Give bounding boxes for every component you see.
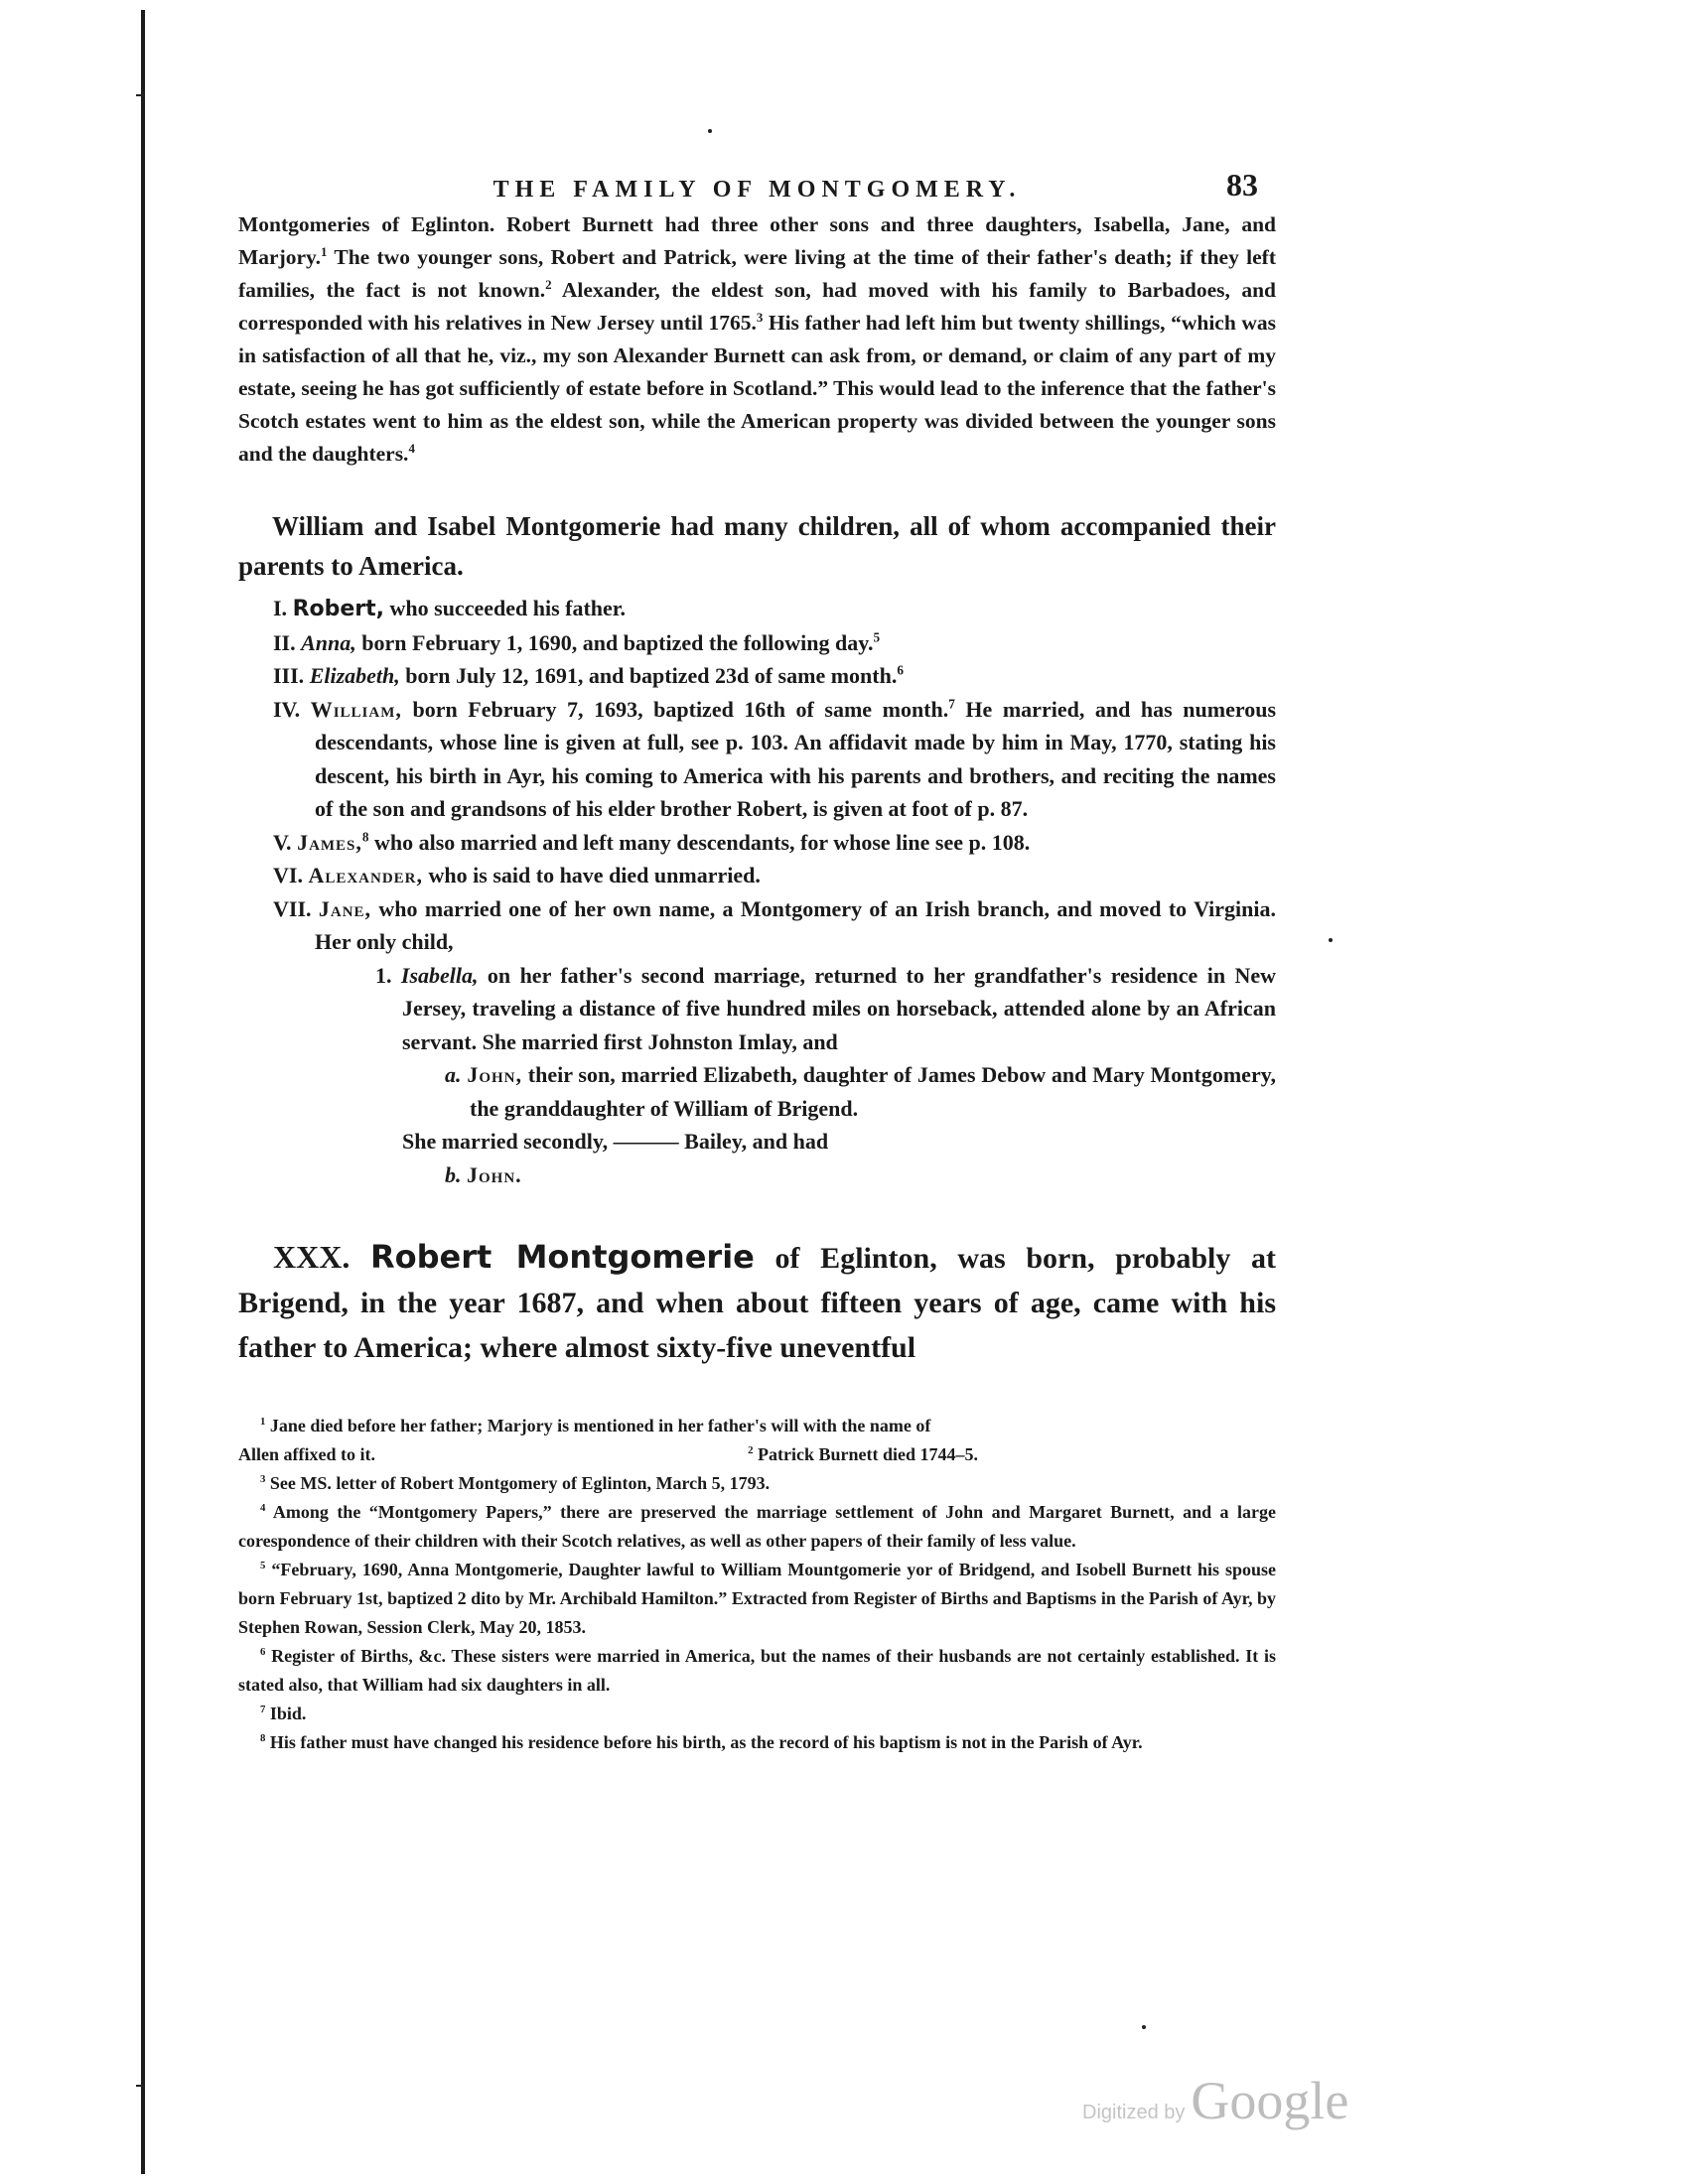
child-name: John.	[467, 1161, 522, 1187]
child-text: who is said to have died unmarried.	[423, 863, 761, 887]
child-name: John,	[467, 1062, 522, 1087]
footnote-ref: 1	[320, 244, 328, 259]
section-name: Robert Montgomerie	[369, 1238, 755, 1276]
item-numeral: III.	[273, 663, 305, 688]
child-text: on her father's second marriage, returned to her grandfather's residence in New Jersey, traveling a distance of five hundred miles on horseback, attended alone by an African servant. She married first Johnston Imlay, and	[402, 962, 1276, 1054]
footnote-ref: 6	[897, 662, 904, 678]
footnote-text: Register of Births, &c. These sisters were married in America, but the names of their husbands are not certainly established. It is stated also, that William had six daughters in all.	[238, 1646, 1276, 1695]
footnote	[748, 1440, 1127, 1469]
footnote	[238, 1469, 1276, 1498]
child-text: who also married and left many descendants, for whose line see p. 108.	[368, 829, 1031, 855]
great-grandchild-item	[238, 1159, 1276, 1192]
print-speck	[708, 129, 712, 133]
child-item	[238, 626, 1276, 660]
footnote-number: 8	[260, 1732, 266, 1744]
footnote	[238, 1642, 1276, 1700]
footnote-ref: 2	[545, 277, 552, 292]
footnote-text: “February, 1690, Anna Montgomerie, Daughter lawful to William Mountgomerie yor of Bridgend, and Isobell Burnett his spouse born February 1st, baptized 2 dito by Mr. Archibald Hamilton.” Extracted from Register of Births and Baptisms in the Parish of Ayr, by Stephen Rowan, Session Clerk, May 20, 1853.	[238, 1560, 1276, 1637]
child-item	[238, 592, 1276, 626]
item-numeral: 1.	[375, 962, 392, 988]
grandchildren-list	[238, 959, 1276, 1059]
footnote-text: Ibid.	[265, 1704, 307, 1723]
footnote-text: His father must have changed his residence before his birth, as the record of his baptism is not in the Parish of Ayr.	[265, 1732, 1143, 1752]
footnote-line	[238, 1440, 1276, 1469]
binding-edge	[141, 10, 145, 2174]
google-logo: Google	[1191, 2071, 1349, 2130]
child-name: Alexander,	[308, 863, 424, 887]
child-text: He married, and has numerous descendants, whose line is given at full, see p. 103. An affidavit made by him in May, 1770, stating his descent, his birth in Ayr, his coming to America with his parents and brothers, and reciting the names of the son and grandsons of his elder brother Robert, is given at foot of p. 87.	[315, 696, 1277, 821]
section-heading-paragraph	[238, 1235, 1276, 1370]
print-speck	[1329, 938, 1333, 942]
text-run: His father had left him but twenty shillings, “which was in satisfaction of all that he, viz., my son Alexander Burnett can ask from, or demand, or claim of any part of my estate, seeing he has got sufficiently of estate before in Scotland.” This would lead to the inference that the father's Scotch estates went to him as the eldest son, while the American property was divided between the younger sons and the daughters.	[238, 311, 1276, 466]
footnote	[238, 1498, 1276, 1556]
child-text: born February 7, 1693, baptized 16th of same month.	[401, 696, 949, 722]
footnote-text: Among the “Montgomery Papers,” there are preserved the marriage settlement of John and Margaret Burnett, and a large corespondence of their children with their Scotch relatives, as well as other papers of their family of less value.	[238, 1502, 1276, 1551]
footnote	[238, 1700, 1276, 1728]
watermark-label: Digitized by	[1082, 2102, 1186, 2123]
footnote-ref: 5	[873, 629, 881, 645]
text-run: Montgomeries of Eglinton. Robert Burnett had three other sons and three daughters, Isabella, Jane, and Marjory.	[238, 212, 1276, 269]
child-item	[238, 826, 1276, 860]
child-text: who succeeded his father.	[384, 596, 627, 620]
footnote	[238, 1728, 1276, 1757]
child-name: Isabella,	[400, 962, 479, 988]
child-name: Anna,	[301, 629, 356, 655]
running-head	[238, 159, 1276, 208]
footnote	[238, 1412, 1276, 1440]
item-numeral: IV.	[273, 696, 301, 722]
footnote-number: 2	[748, 1444, 754, 1456]
footnote-number: 6	[260, 1646, 266, 1658]
item-numeral: II.	[273, 629, 296, 655]
digitized-watermark	[1082, 2070, 1348, 2131]
great-grandchildren-list	[238, 1058, 1276, 1125]
running-title: THE FAMILY OF MONTGOMERY.	[492, 177, 1022, 203]
child-item	[238, 693, 1276, 826]
item-numeral: V.	[273, 829, 292, 855]
footnote-text: Jane died before her father; Marjory is mentioned in her father's will with the name of	[265, 1416, 931, 1435]
text-run: Alexander, the eldest son, had moved with his family to Barbadoes, and corresponded with his relatives in New Jersey until 1765.	[238, 278, 1276, 335]
item-numeral: VII.	[273, 895, 312, 921]
item-numeral: b.	[445, 1161, 462, 1187]
item-numeral: a.	[445, 1062, 462, 1087]
child-name: Jane,	[318, 895, 372, 921]
section-number: XXX.	[273, 1239, 351, 1275]
binding-mark	[136, 94, 144, 96]
child-name: William,	[310, 696, 402, 722]
item-numeral: I.	[273, 596, 288, 620]
paragraph-burnett	[238, 208, 1276, 471]
children-list	[238, 592, 1276, 959]
footnote-ref: 4	[408, 441, 415, 456]
great-grandchild-item	[238, 1058, 1276, 1125]
child-text: their son, married Elizabeth, daughter of James Debow and Mary Montgomery, the granddaughter of William of Brigend.	[470, 1062, 1277, 1121]
item-numeral: VI.	[273, 863, 303, 887]
page-number: 83	[1226, 167, 1258, 203]
footnote-text: See MS. letter of Robert Montgomery of Eglinton, March 5, 1793.	[265, 1473, 771, 1493]
book-page	[238, 159, 1276, 1757]
footnote-text: Allen affixed to it.	[238, 1444, 375, 1464]
print-speck	[1142, 2025, 1146, 2029]
second-marriage-line: She married secondly, ——— Bailey, and had	[402, 1129, 829, 1154]
footnote	[238, 1556, 1276, 1642]
binding-mark	[136, 2085, 144, 2087]
child-item	[238, 892, 1276, 959]
child-name: Elizabeth,	[309, 663, 400, 688]
footnote-number: 5	[260, 1560, 266, 1571]
child-item	[238, 859, 1276, 892]
child-name: James,	[297, 829, 362, 855]
footnote-ref: 7	[948, 696, 955, 712]
child-text: born February 1, 1690, and baptized the following day.	[355, 629, 874, 655]
footnote-number: 7	[260, 1704, 266, 1715]
section-text: of Eglinton, was born, probably at Brigend, in the year 1687, and when about fifteen years of age, came with his father to America; where almost sixty-five uneventful	[238, 1242, 1276, 1364]
footnote-ref: 8	[361, 829, 369, 845]
child-text: born July 12, 1691, and baptized 23d of same month.	[399, 663, 898, 688]
child-item	[238, 659, 1276, 693]
text-run: The two younger sons, Robert and Patrick, were living at the time of their father's death; if they left families, the fact is not known.	[238, 245, 1276, 302]
footnote-number: 4	[260, 1502, 266, 1514]
footnotes	[238, 1412, 1276, 1757]
child-text: who married one of her own name, a Montgomery of an Irish branch, and moved to Virginia. Her only child,	[315, 895, 1277, 954]
paragraph-children-intro: William and Isabel Montgomerie had many children, all of whom accompanied their parents to America.	[238, 511, 1276, 581]
child-name: Robert,	[292, 597, 385, 621]
grandchild-item	[238, 959, 1276, 1059]
footnote-number: 1	[260, 1416, 266, 1428]
footnote-text: Patrick Burnett died 1744–5.	[753, 1444, 978, 1464]
footnote-number: 3	[260, 1473, 266, 1485]
footnote-ref: 3	[756, 310, 764, 325]
